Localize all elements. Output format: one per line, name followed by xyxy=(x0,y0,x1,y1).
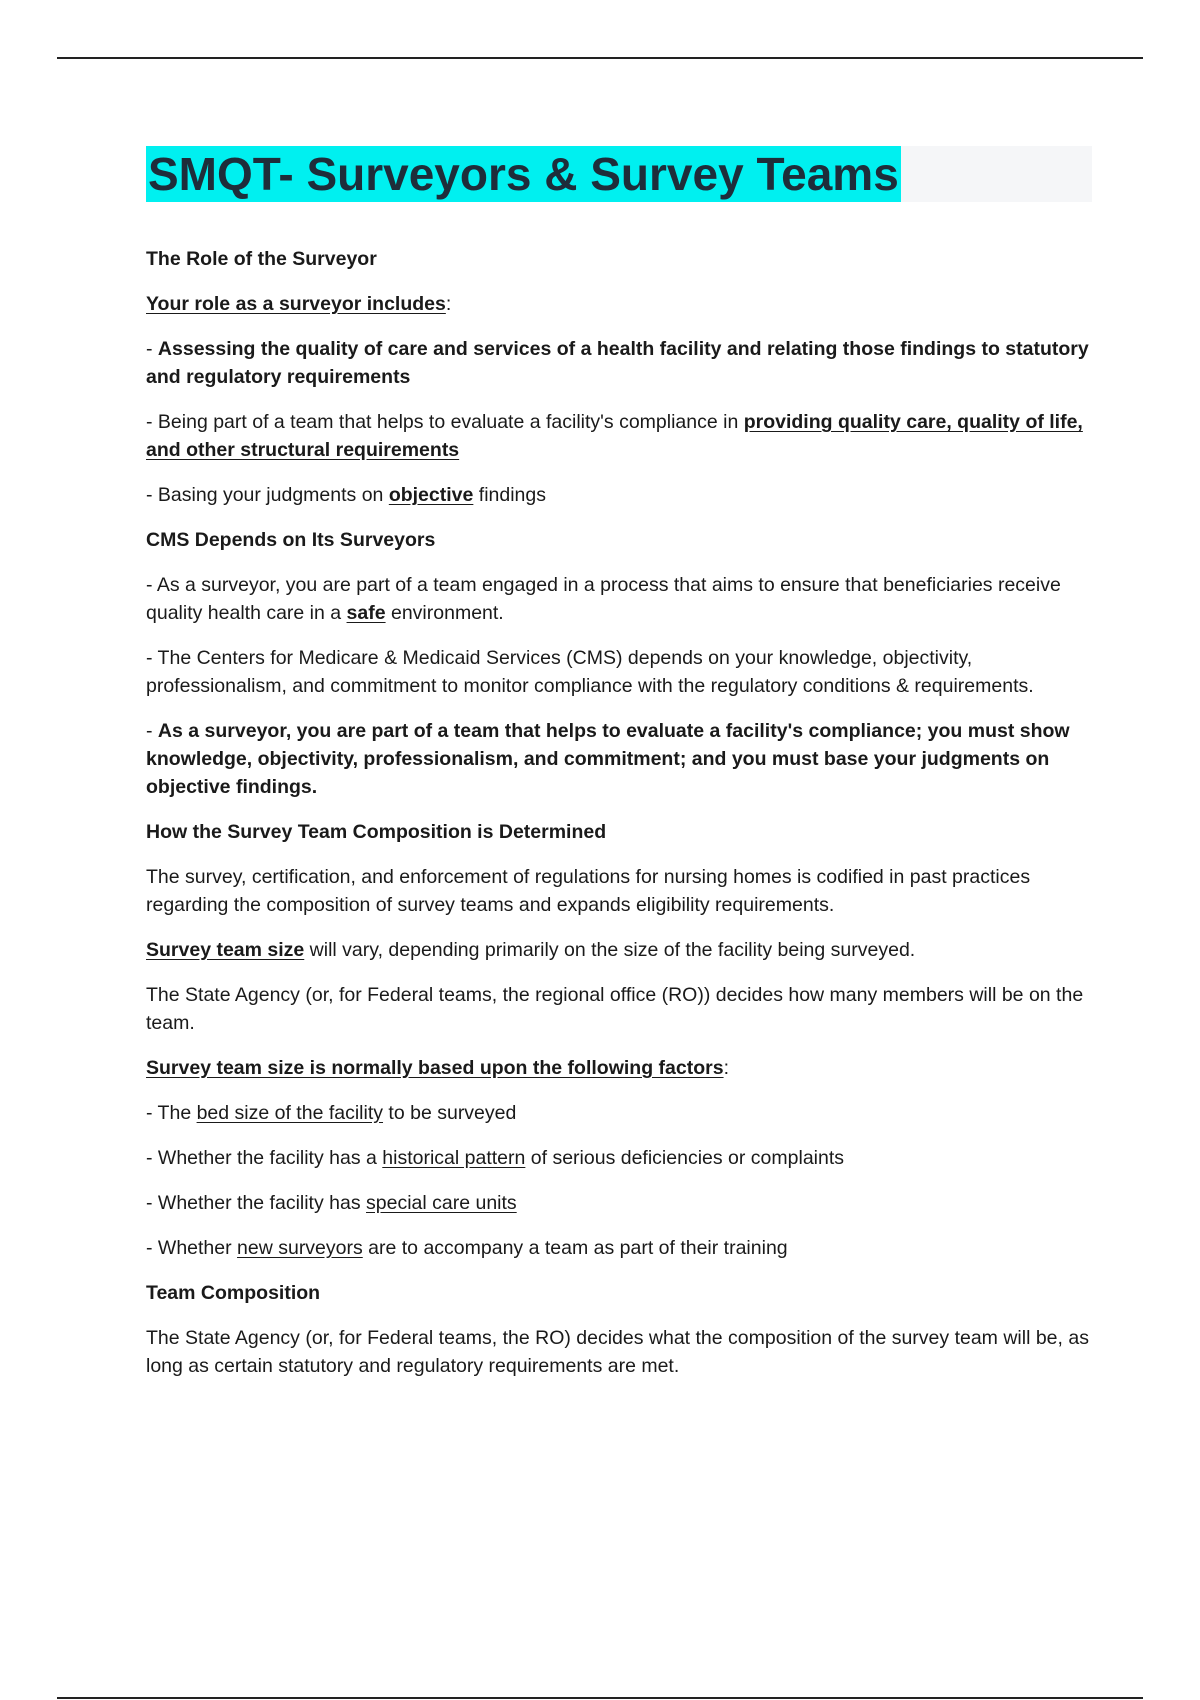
document-body xyxy=(146,245,1092,1397)
composition-paragraph-1: The survey, certification, and enforcement of regulations for nursing homes is codified in past practices regarding the composition of survey teams and expands eligibility requirements. xyxy=(146,866,1031,916)
role-intro-underlined: Your role as a surveyor includes xyxy=(146,293,446,315)
role-item-2-prefix: - Being part of a team that helps to evaluate a facility's compliance in xyxy=(146,411,744,433)
role-item-team xyxy=(146,408,1092,464)
heading-team-composition-determined: How the Survey Team Composition is Determined xyxy=(146,821,607,843)
heading-team-composition: Team Composition xyxy=(146,1282,321,1304)
factor-1-underlined: bed size of the facility xyxy=(196,1102,384,1124)
document-title: SMQT- Surveyors & Survey Teams xyxy=(148,148,899,200)
composition-p2-suffix: will vary, depending primarily on the size of the facility being surveyed. xyxy=(304,939,916,961)
role-intro-colon: : xyxy=(445,293,452,315)
heading-role-of-surveyor: The Role of the Surveyor xyxy=(146,248,377,270)
role-item-assessing xyxy=(146,335,1092,391)
cms-paragraph-2: - The Centers for Medicare & Medicaid Services (CMS) depends on your knowledge, objectivity, professionalism, and commitment to monitor compliance with the regulatory conditions & requirements. xyxy=(146,647,1034,697)
factors-intro xyxy=(146,1054,1092,1082)
role-item-1-dash: - xyxy=(146,338,158,360)
cms-p1-prefix: - As a surveyor, you are part of a team engaged in a process that aims to ensure that beneficiaries receive quality health care in a xyxy=(146,574,1061,624)
composition-paragraph-2 xyxy=(146,936,1092,964)
top-rule xyxy=(57,57,1143,59)
factors-intro-underlined: Survey team size is normally based upon the following factors xyxy=(146,1057,724,1079)
role-item-2-emphasis: providing quality care, quality of life, and other structural requirements xyxy=(146,411,1083,461)
factor-3-underlined: special care units xyxy=(366,1192,517,1214)
role-item-judgments xyxy=(146,481,1092,509)
team-composition-paragraph: The State Agency (or, for Federal teams, the RO) decides what the composition of the survey team will be, as long as certain statutory and regulatory requirements are met. xyxy=(146,1327,1089,1377)
cms-p3-dash: - xyxy=(146,720,158,742)
cms-p1-emphasis: safe xyxy=(346,602,386,624)
factor-bed-size xyxy=(146,1099,1092,1127)
factor-new-surveyors xyxy=(146,1234,1092,1262)
factor-1-prefix: - The xyxy=(146,1102,197,1124)
cms-paragraph-1 xyxy=(146,571,1092,627)
role-item-3-emphasis: objective xyxy=(388,484,474,506)
factor-4-underlined: new surveyors xyxy=(237,1237,363,1259)
factors-intro-colon: : xyxy=(723,1057,729,1079)
role-item-1-text: Assessing the quality of care and services of a health facility and relating those findings to statutory and regulatory requirements xyxy=(146,338,1089,388)
role-item-3-suffix: findings xyxy=(473,484,546,506)
title-band xyxy=(146,146,1092,202)
factor-3-prefix: - Whether the facility has xyxy=(146,1192,367,1214)
composition-paragraph-3: The State Agency (or, for Federal teams, the regional office (RO)) decides how many members will be on the team. xyxy=(146,984,1084,1034)
factor-1-suffix: to be surveyed xyxy=(383,1102,517,1124)
role-intro xyxy=(146,290,1092,318)
bottom-rule xyxy=(57,1697,1143,1699)
factor-4-suffix: are to accompany a team as part of their training xyxy=(362,1237,788,1259)
factor-2-prefix: - Whether the facility has a xyxy=(146,1147,383,1169)
cms-p3-text: As a surveyor, you are part of a team that helps to evaluate a facility's compliance; you must show knowledge, objectivity, professionalism, and commitment; and you must base your judgments on objective findings. xyxy=(146,720,1070,798)
factor-2-underlined: historical pattern xyxy=(382,1147,526,1169)
factor-special-care-units xyxy=(146,1189,1092,1217)
factor-2-suffix: of serious deficiencies or complaints xyxy=(525,1147,845,1169)
cms-paragraph-3 xyxy=(146,717,1092,801)
cms-p1-suffix: environment. xyxy=(385,602,504,624)
factor-4-prefix: - Whether xyxy=(146,1237,238,1259)
heading-cms-depends: CMS Depends on Its Surveyors xyxy=(146,529,436,551)
role-item-3-prefix: - Basing your judgments on xyxy=(146,484,389,506)
factor-historical-pattern xyxy=(146,1144,1092,1172)
composition-p2-emphasis: Survey team size xyxy=(146,939,305,961)
